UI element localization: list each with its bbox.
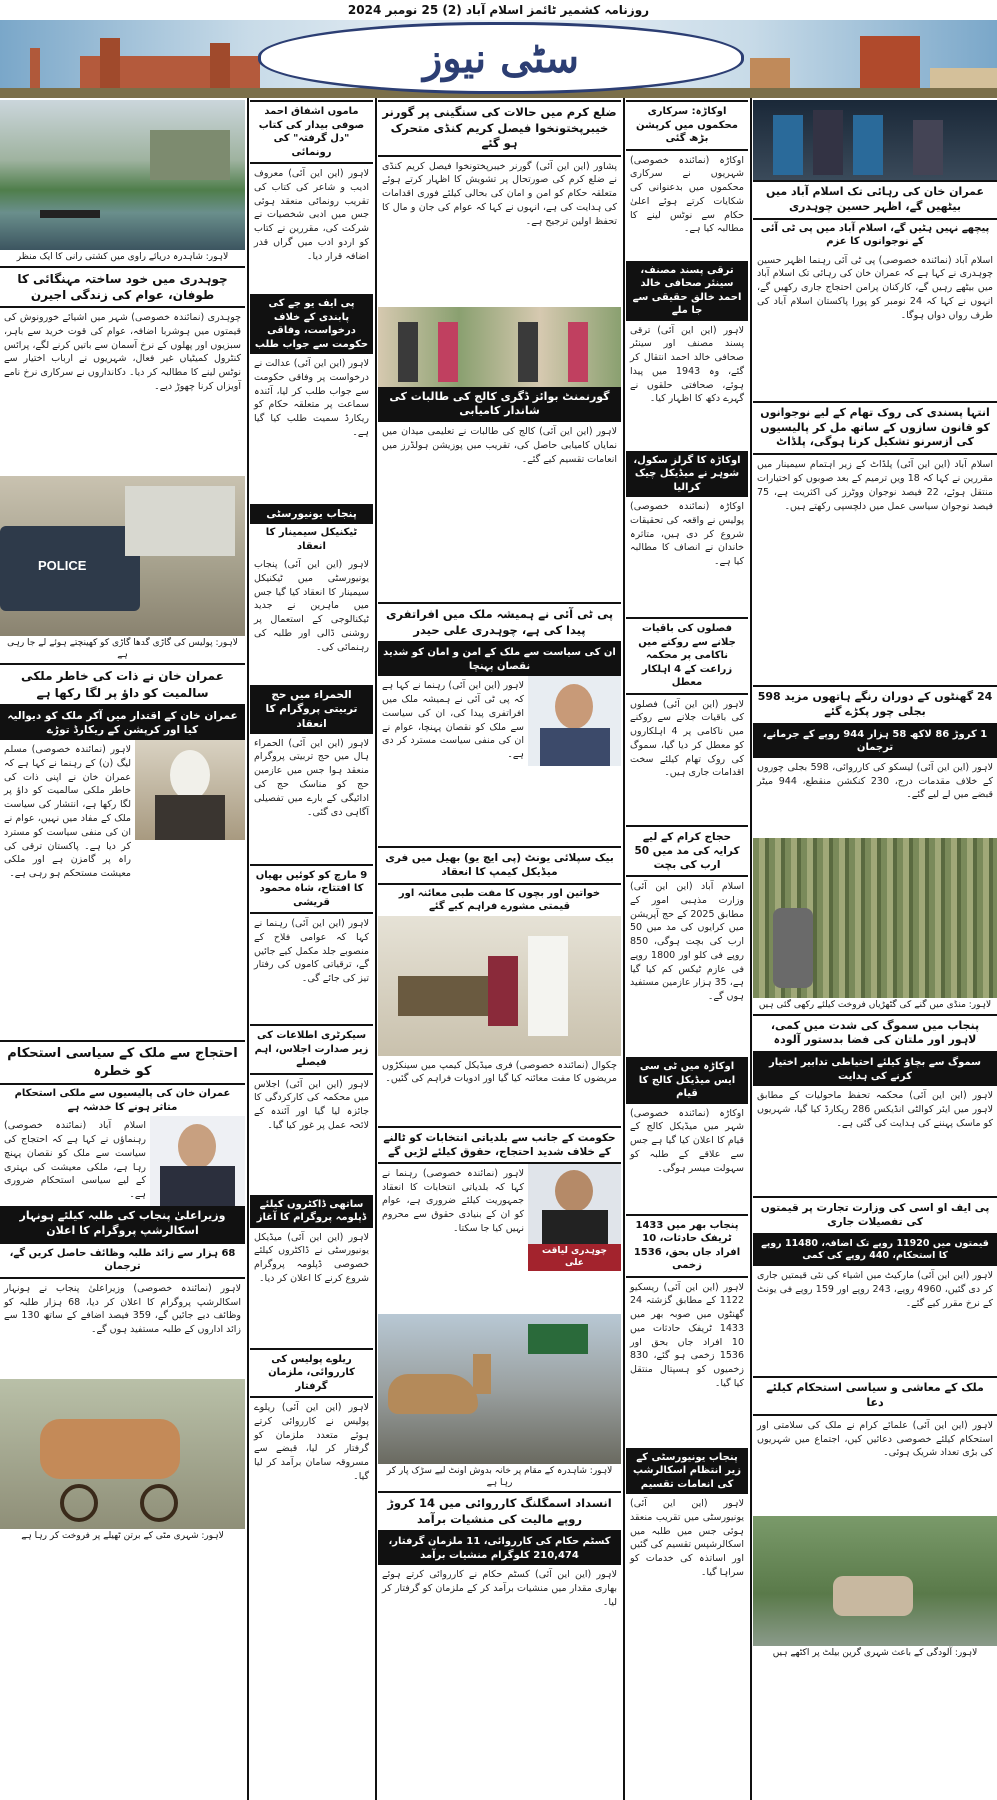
column-5	[753, 100, 997, 1800]
headline-fest: پی ایف یو جے کی پابندی کے خلاف درخواست، وفاقی حکومت سے جواب طلب	[250, 294, 373, 354]
headline-book: ماموں اشفاق احمد صوفی بیدار کی کتاب "دل گرفتہ" کی رونمائی	[250, 100, 373, 164]
article-inflation: چوہدری (نمائندہ خصوصی) شہر میں اشیائے خورونوش کی قیمتوں میں ہوشربا اضافہ، عوام کی قوت خرید سے باہر، سبزیوں اور پھلوں کے نرخ آسمان سے باتیں کرنے لگے، پرائس کنٹرول کمیٹیاں غیر فعال، شہریوں نے ارباب اختیار سے نوٹس لینے کا مطالبہ کر دیا۔ دکانداروں نے سرکاری نرخ نامے آویزاں کرنا چھوڑ دیے۔	[4, 312, 241, 392]
article-railway: لاہور (این این آئی) ریلوے پولیس نے کارروائی کرتے ہوئے متعدد ملزمان کو گرفتار کر لیا، قبضے سے مسروقہ سامان برآمد کر لیا گیا۔	[254, 1402, 369, 1483]
headline-uni: پنجاب یونیورسٹی کے زیر انتظام اسکالرشپ کی انعامات تقسیم	[626, 1448, 748, 1495]
headline-camp: بیک سپلائی یونٹ (پی ایچ یو) بھیل میں فری میڈیکل کیمپ کا انعقاد	[378, 846, 621, 884]
article-dental: اوکاڑہ (نمائندہ خصوصی) شہر میں میڈیکل کالج کے قیام کا اعلان کیا گیا ہے جس سے علاقے کے طلبہ کو سہولت میسر ہوگی۔	[630, 1107, 744, 1174]
college-photo	[378, 307, 621, 387]
article-elections: اسلام آباد (این این آئی) پلڈاٹ کے زیر اہتمام سیمینار میں مقررین نے کہا کہ 18 ویں ترمیم کے بعد صوبوں کو اختیارات منتقل ہوئے، 22 فیصد نوجوان ووٹرز کی اکثریت ہے، 75 فیصد نوجوان سیاسی عمل میں دلچسپی رکھتے ہیں۔	[757, 459, 994, 512]
portrait-politician	[150, 1116, 245, 1206]
article-khalid: لاہور (این این آئی) ترقی پسند مصنف اور سینئر صحافی خالد احمد انتقال کر گئے، وہ 1943 میں پیدا ہوئے، صحافتی حلقوں نے گہرے دکھ کا اظہار کیا۔	[630, 324, 744, 405]
masthead-title	[258, 22, 744, 94]
headline-elections: انتہا پسندی کی روک تھام کے لیے نوجوانوں کو قانون سازوں کے ساتھ مل کر پالیسیوں کی ازسرنو تشکیل کرنا ہوگی، پلڈاٹ	[753, 401, 997, 456]
headline-hajjees: حجاج کرام کے لیے کرایہ کی مد میں 50 ارب کی بچت	[626, 825, 748, 878]
greenbelt-photo	[753, 1516, 997, 1646]
subhead-camp: خواتین اور بچوں کا مفت طبی معائنہ اور قیمتی مشورے فراہم کیے گئے	[398, 887, 601, 913]
headline-railway: ریلوے پولیس کی کارروائی، ملزمان گرفتار	[250, 1348, 373, 1399]
article-punjab: لاہور (این این آئی) پنجاب یونیورسٹی میں ٹیکنیکل سیمینار کا انعقاد کیا گیا جس میں ماہرین نے جدید ٹیکنالوجی کے استعمال پر روشنی ڈالی اور طلبہ کی رہنمائی کی۔	[254, 559, 369, 653]
article-camp: چکوال (نمائندہ خصوصی) فری میڈیکل کیمپ میں سینکڑوں مریضوں کا مفت معائنہ کیا گیا اور ادویات فراہم کی گئیں۔	[382, 1059, 617, 1085]
camp-photo	[378, 916, 621, 1056]
headline-imran-release: عمران خان کی رہائی تک اسلام آباد میں بیٹھیں گے، اظہر حسین چوہدری	[753, 180, 997, 220]
subhead-imran: عمران خان کے اقتدار میں آکر ملک کو دیوالیہ کیا اور کرپشن کے ریکارڈ توڑے	[0, 706, 245, 740]
river-photo	[0, 100, 245, 250]
headline-pti: پی ٹی آئی نے ہمیشہ ملک میں افراتفری پیدا کی ہے، چوہدری علی حیدر	[378, 602, 621, 643]
article-hajjees: اسلام آباد (این این آئی) وزارت مذہبی امور کے مطابق 2025 کے حج آپریشن میں کرایوں کی مد میں 50 ارب کی بچت ہوگی، 850 روپے فی کلو اور 1800 روپے فی عازم ٹیکس کم کیا گیا ہے، 35 ہزار عازمین مستفید ہوں گے۔	[630, 881, 744, 1003]
headline-prices: پی ایف او اسی کی وزارت تجارت پر قیمتوں کی تفصیلات جاری	[753, 1196, 997, 1234]
caption-police: لاہور: پولیس کی گاڑی گدھا گاڑی کو کھینچتے ہوئے لے جا رہی ہے	[7, 638, 238, 660]
article-okara2: اوکاڑہ (نمائندہ خصوصی) پولیس نے واقعہ کی تحقیقات شروع کر دی ہیں، متاثرہ خاندان نے انصاف کا مطالبہ کیا ہے۔	[630, 501, 744, 568]
headline-threat: احتجاج سے ملک کے سیاسی استحکام کو خطرہ	[0, 1040, 245, 1085]
subhead-prices: قیمتوں میں 11920 روپے تک اضافہ، 11480 روپے کا استحکام، 440 روپے کی کمی	[753, 1235, 997, 1267]
caption-pots: لاہور: شہری مٹی کے برتن ٹھیلے پر فروخت کر رہا ہے	[21, 1530, 224, 1541]
headline-crop: فصلوں کی باقیات جلانے سے روکنے میں ناکامی پر محکمہ زراعت کے 4 اہلکار معطل	[626, 617, 748, 695]
subhead-scholarship: 68 ہزار سے زائد طلبہ وظائف حاصل کریں گے، ترجمان	[0, 1242, 245, 1279]
headline-seminar: سیکرٹری اطلاعات کی زیر صدارت اجلاس، اہم فیصلے	[250, 1024, 373, 1075]
subhead-punjab: ٹیکنیکل سیمینار کا انعقاد	[265, 527, 358, 552]
headline-accidents: پنجاب بھر میں 1433 ٹریفک حادثات، 10 افراد جاں بحق، 1536 زخمی	[626, 1214, 748, 1278]
article-fest: لاہور (این این آئی) عدالت نے درخواست پر وفاقی حکومت سے جواب طلب کر لیا، آئندہ سماعت پر متعلقہ حکام کو ریکارڈ سمیت طلب کیا گیا ہے۔	[254, 358, 369, 438]
article-book: لاہور (این این آئی) معروف ادیب و شاعر کی کتاب کی تقریب رونمائی منعقد ہوئی جس میں ادبی شخصیات نے شرکت کی، مقررین نے کتاب کو اردو ادب میں گراں قدر اضافہ قرار دیا۔	[254, 168, 369, 262]
article-kurram: پشاور (این این آئی) گورنر خیبرپختونخوا فیصل کریم کنڈی نے ضلع کرم کی صورتحال پر تشویش کا اظہار کرتے ہوئے متعلقہ حکام کو امن و امان کی بحالی کیلئے فوری اقدامات کی ہدایت کی ہے، انہوں نے کہا کہ عوام کی جان و مال کا تحفظ اولین ترجیح ہے۔	[382, 160, 617, 227]
article-scholarship: لاہور (نمائندہ خصوصی) وزیراعلیٰ پنجاب نے ہونہار اسکالرشپ پروگرام کا اعلان کر دیا، 68 ہزار طلبہ کو وظائف دیے جائیں گے، 359 فیصد اضافے کے ساتھ 130 سے زائد اداروں کے طلبہ مستفید ہوں گے۔	[4, 1282, 241, 1336]
headline-kurram: ضلع کرم میں حالات کی سنگینی پر گورنر خیبرپختونخوا فیصل کریم کنڈی متحرک ہو گئے	[378, 100, 621, 157]
dateline: روزنامہ کشمیر ٹائمز اسلام آباد (2) 25 نومبر 2024	[347, 3, 650, 17]
portrait-ali-haider	[528, 676, 621, 766]
article-crop: لاہور (این این آئی) فصلوں کی باقیات جلانے سے روکنے میں ناکامی پر 4 اہلکاروں کو معطل کر دیا گیا، سموگ کی روک تھام کیلئے سخت اقدامات جاری ہیں۔	[630, 698, 744, 779]
article-seminar: لاہور (این این آئی) اجلاس میں محکمہ کی کارکردگی کا جائزہ لیا گیا اور آئندہ کے لائحہ عمل پر غور کیا گیا۔	[254, 1078, 369, 1131]
article-pti: لاہور (این این آئی) رہنما نے کہا ہے کہ پی ٹی آئی نے ہمیشہ ملک میں افراتفری پیدا کی، ان کی سیاست سے ملک کو نقصان پہنچا، عوام نے ان کی منفی سیاست مسترد کر دی ہے۔	[382, 680, 524, 761]
headline-shah: 9 مارچ کو کوئیں بھیاں کا افتتاح، شاہ محمود قریشی	[250, 864, 373, 915]
article-prices: لاہور (این این آئی) مارکیٹ میں اشیاء کی نئی قیمتیں جاری کر دی گئیں، 4960 روپے، 243 روپے اور 159 روپے فی یونٹ کے نرخ مقرر کیے گئے۔	[757, 1270, 993, 1309]
column-4	[626, 100, 748, 1800]
sugarcane-photo	[753, 838, 997, 998]
caption-river: لاہور: شاہدرہ دریائے راوی میں کشتی رانی کا ایک منظر	[16, 252, 229, 262]
headline-imran: عمران خان نے ذات کی خاطر ملکی سالمیت کو داؤ پر لگا رکھا ہے	[0, 663, 245, 705]
masthead-text: سٹی نیوز	[422, 34, 580, 82]
pti-workers-photo	[753, 100, 997, 180]
article-imran-release: اسلام آباد (نمائندہ خصوصی) پی ٹی آئی رہنما اظہر حسین چوہدری نے کہا ہے کہ عمران خان کی رہائی تک اسلام آباد میں بیٹھے رہیں گے، کارکنان پرامن احتجاج جاری رکھیں گے، انہوں نے کہا کہ 24 نومبر کو پورا پاکستان اسلام آباد کی طرف رواں دواں ہوگا۔	[757, 254, 993, 321]
column-1	[0, 100, 245, 1800]
headline-hajj: الحمراء میں حج تربیتی پروگرام کا انعقاد	[250, 685, 373, 734]
subhead-smog: سموگ سے بچاؤ کیلئے احتیاطی تدابیر اختیار کرنے کی ہدایت	[753, 1053, 997, 1086]
headline-dental: اوکاڑہ میں ٹی سی ایس میڈیکل کالج کا قیام	[626, 1057, 748, 1104]
headline-college: گورنمنٹ بوائز ڈگری کالج کی طالبات کی شاندار کامیابی	[378, 387, 621, 423]
article-govt: لاہور (نمائندہ خصوصی) رہنما نے کہا کہ بلدیاتی انتخابات کا انعقاد جمہوریت کیلئے ضروری ہے، عوام کو ان کے بنیادی حقوق سے محروم نہیں کیا جا سکتا۔	[382, 1167, 524, 1235]
police-label: POLICE	[38, 558, 87, 574]
caption-greenbelt: لاہور: آلودگی کے باعث شہری گرین بیلٹ پر اکٹھے ہیں	[772, 1647, 978, 1658]
article-smog: لاہور (این این آئی) محکمہ تحفظ ماحولیات کے مطابق لاہور میں ایئر کوالٹی انڈیکس 286 ریکارڈ کیا گیا، شہریوں کو ماسک پہننے کی ہدایت کی گئی ہے۔	[757, 1090, 993, 1129]
headline-power: 24 گھنٹوں کے دوران رنگے ہاتھوں مزید 598 بجلی چور پکڑے گئے	[753, 685, 997, 725]
camel-photo	[378, 1314, 621, 1464]
article-diploma: لاہور (این این آئی) میڈیکل یونیورسٹی نے ڈاکٹروں کیلئے خصوصی ڈپلومہ پروگرام شروع کرنے کا اعلان کر دیا۔	[254, 1231, 369, 1284]
column-2	[250, 100, 373, 1800]
article-smuggling: لاہور (این این آئی) کسٹم حکام نے کارروائی کرتے ہوئے بھاری مقدار میں منشیات برآمد کر کے ملزمان کو گرفتار کر لیا۔	[382, 1569, 617, 1608]
headline-scholarship: وزیراعلیٰ پنجاب کی طلبہ کیلئے ہونہار اسکالرشپ پروگرام کا اعلان	[0, 1206, 245, 1242]
headline-govt: حکومت کے جانب سے بلدیاتی انتخابات کو ٹالنے کے خلاف شدید احتجاج، حقوق کیلئے لڑیں گے	[378, 1126, 621, 1164]
article-mosque: لاہور (این این آئی) علمائے کرام نے ملک کی سلامتی اور استحکام کیلئے خصوصی دعائیں کیں، اجتماع میں شہریوں کی بڑی تعداد شریک ہوئی۔	[757, 1419, 993, 1459]
police-photo	[0, 476, 245, 636]
article-oda: اوکاڑہ (نمائندہ خصوصی) شہریوں نے سرکاری محکموں میں بدعنوانی کی شکایات کرتے ہوئے اعلیٰ حکام سے نوٹس لینے کا مطالبہ کیا ہے۔	[630, 154, 744, 235]
subhead-threat: عمران خان کی پالیسیوں سے ملکی استحکام متاثر ہونے کا خدشہ ہے	[14, 1088, 231, 1113]
headline-khalid: ترقی پسند مصنف، سینئر صحافی خالد احمد خالق حقیقی سے جا ملے	[626, 261, 748, 321]
subhead-smuggling: کسٹم حکام کی کارروائی، 11 ملزمان گرفتار، 210,474 کلوگرام منشیات برآمد	[378, 1532, 621, 1565]
column-3	[378, 100, 621, 1800]
portrait-label: چوہدری لیاقت علی	[528, 1244, 621, 1271]
headline-punjab: پنجاب یونیورسٹی	[250, 504, 373, 524]
article-power: لاہور (این این آئی) لیسکو کی کارروائی، 598 بجلی چوروں کے خلاف مقدمات درج، 230 کنکشن منقطع، 944 میٹر قبضے میں لے لیے گئے۔	[757, 761, 993, 801]
headline-okara2: اوکاڑہ کا گرلز سکول، شوہر نے میڈیکل چیک کرالیا	[626, 451, 748, 498]
pots-photo	[0, 1379, 245, 1529]
subhead-power: 1 کروڑ 86 لاکھ 58 ہزار 944 روپے کے جرمانے، ترجمان	[753, 725, 997, 758]
article-imran: لاہور (نمائندہ خصوصی) مسلم لیگ (ن) کے رہنما نے کہا ہے کہ عمران خان نے اپنی ذات کی خاطر ملکی سالمیت کو داؤ پر لگا رکھا ہے، انتشار کی سیاست ملک کے مفاد میں نہیں، عوام نے ان کی منفی سیاست کو مسترد کر دیا ہے۔ پاکستان ترقی کی راہ پر گامزن ہے اور ملکی معیشت مستحکم ہو رہی ہے۔	[4, 744, 131, 880]
portrait-liaquat	[528, 1164, 621, 1244]
headline-diploma: ساتھی ڈاکٹروں کیلئے ڈپلومہ پروگرام کا آغاز	[250, 1195, 373, 1228]
headline-oda: اوکاڑہ: سرکاری محکموں میں کرپشن بڑھ گئی	[626, 100, 748, 151]
caption-cane: لاہور: منڈی میں گنے کی گٹھڑیاں فروخت کیلئے رکھی گئی ہیں	[758, 999, 992, 1010]
subhead-imran-release: پیچھے نہیں ہٹیں گے، اسلام آباد میں پی ٹی آئی کے نوجوانوں کا عزم	[760, 222, 990, 248]
portrait-cleric	[135, 740, 245, 840]
article-accidents: لاہور (این این آئی) ریسکیو 1122 کے مطابق گزشتہ 24 گھنٹوں میں صوبہ بھر میں 1433 ٹریفک حادثات میں 10 افراد جاں بحق اور 1536 زخمی ہو گئے، 830 زخمیوں کو ہسپتال منتقل کیا گیا۔	[630, 1281, 744, 1389]
headline-mosque: ملک کے معاشی و سیاسی استحکام کیلئے دعا	[753, 1376, 997, 1416]
article-shah: لاہور (این این آئی) رہنما نے کہا کہ عوامی فلاح کے منصوبے جلد مکمل کیے جائیں گے، ترقیاتی کاموں کی رفتار تیز کی جائے گی۔	[254, 918, 369, 985]
article-uni: لاہور (این این آئی) یونیورسٹی میں تقریب منعقد ہوئی جس میں طلبہ میں اسکالرشپس تقسیم کی گئیں اور اساتذہ کی خدمات کو سراہا گیا۔	[630, 1498, 744, 1578]
caption-camel: لاہور: شاہدرہ کے مقام پر خانہ بدوش اونٹ لیے سڑک پار کر رہا ہے	[386, 1465, 613, 1488]
article-college: لاہور (این این آئی) کالج کی طالبات نے تعلیمی میدان میں نمایاں کامیابی حاصل کی، تقریب میں پوزیشن ہولڈرز میں انعامات تقسیم کیے گئے۔	[382, 426, 617, 465]
subhead-pti: ان کی سیاست سے ملک کے امن و امان کو شدید نقصان پہنچا	[378, 643, 621, 676]
headline-smog: پنجاب میں سموگ کی شدت میں کمی، لاہور اور ملتان کی فضا بدستور آلودہ	[753, 1014, 997, 1054]
article-threat: اسلام آباد (نمائندہ خصوصی) رہنماؤں نے کہا ہے کہ احتجاج کی سیاست سے ملک کو نقصان پہنچ رہا ہے، ملکی معیشت کی بہتری کے لیے سیاسی استحکام ضروری ہے۔	[4, 1120, 146, 1201]
headline-inflation: چوہدری میں خود ساختہ مہنگائی کا طوفان، عوام کی زندگی اجیرن	[0, 266, 245, 308]
article-hajj: لاہور (این این آئی) الحمراء ہال میں حج تربیتی پروگرام منعقد ہوا جس میں عازمین حج کو مناسک حج کی ادائیگی کے بارے میں تفصیلی آگاہی دی گئی۔	[254, 737, 369, 818]
headline-smuggling: انسداد اسمگلنگ کارروائی میں 14 کروڑ روپے مالیت کی منشیات برآمد	[378, 1491, 621, 1532]
